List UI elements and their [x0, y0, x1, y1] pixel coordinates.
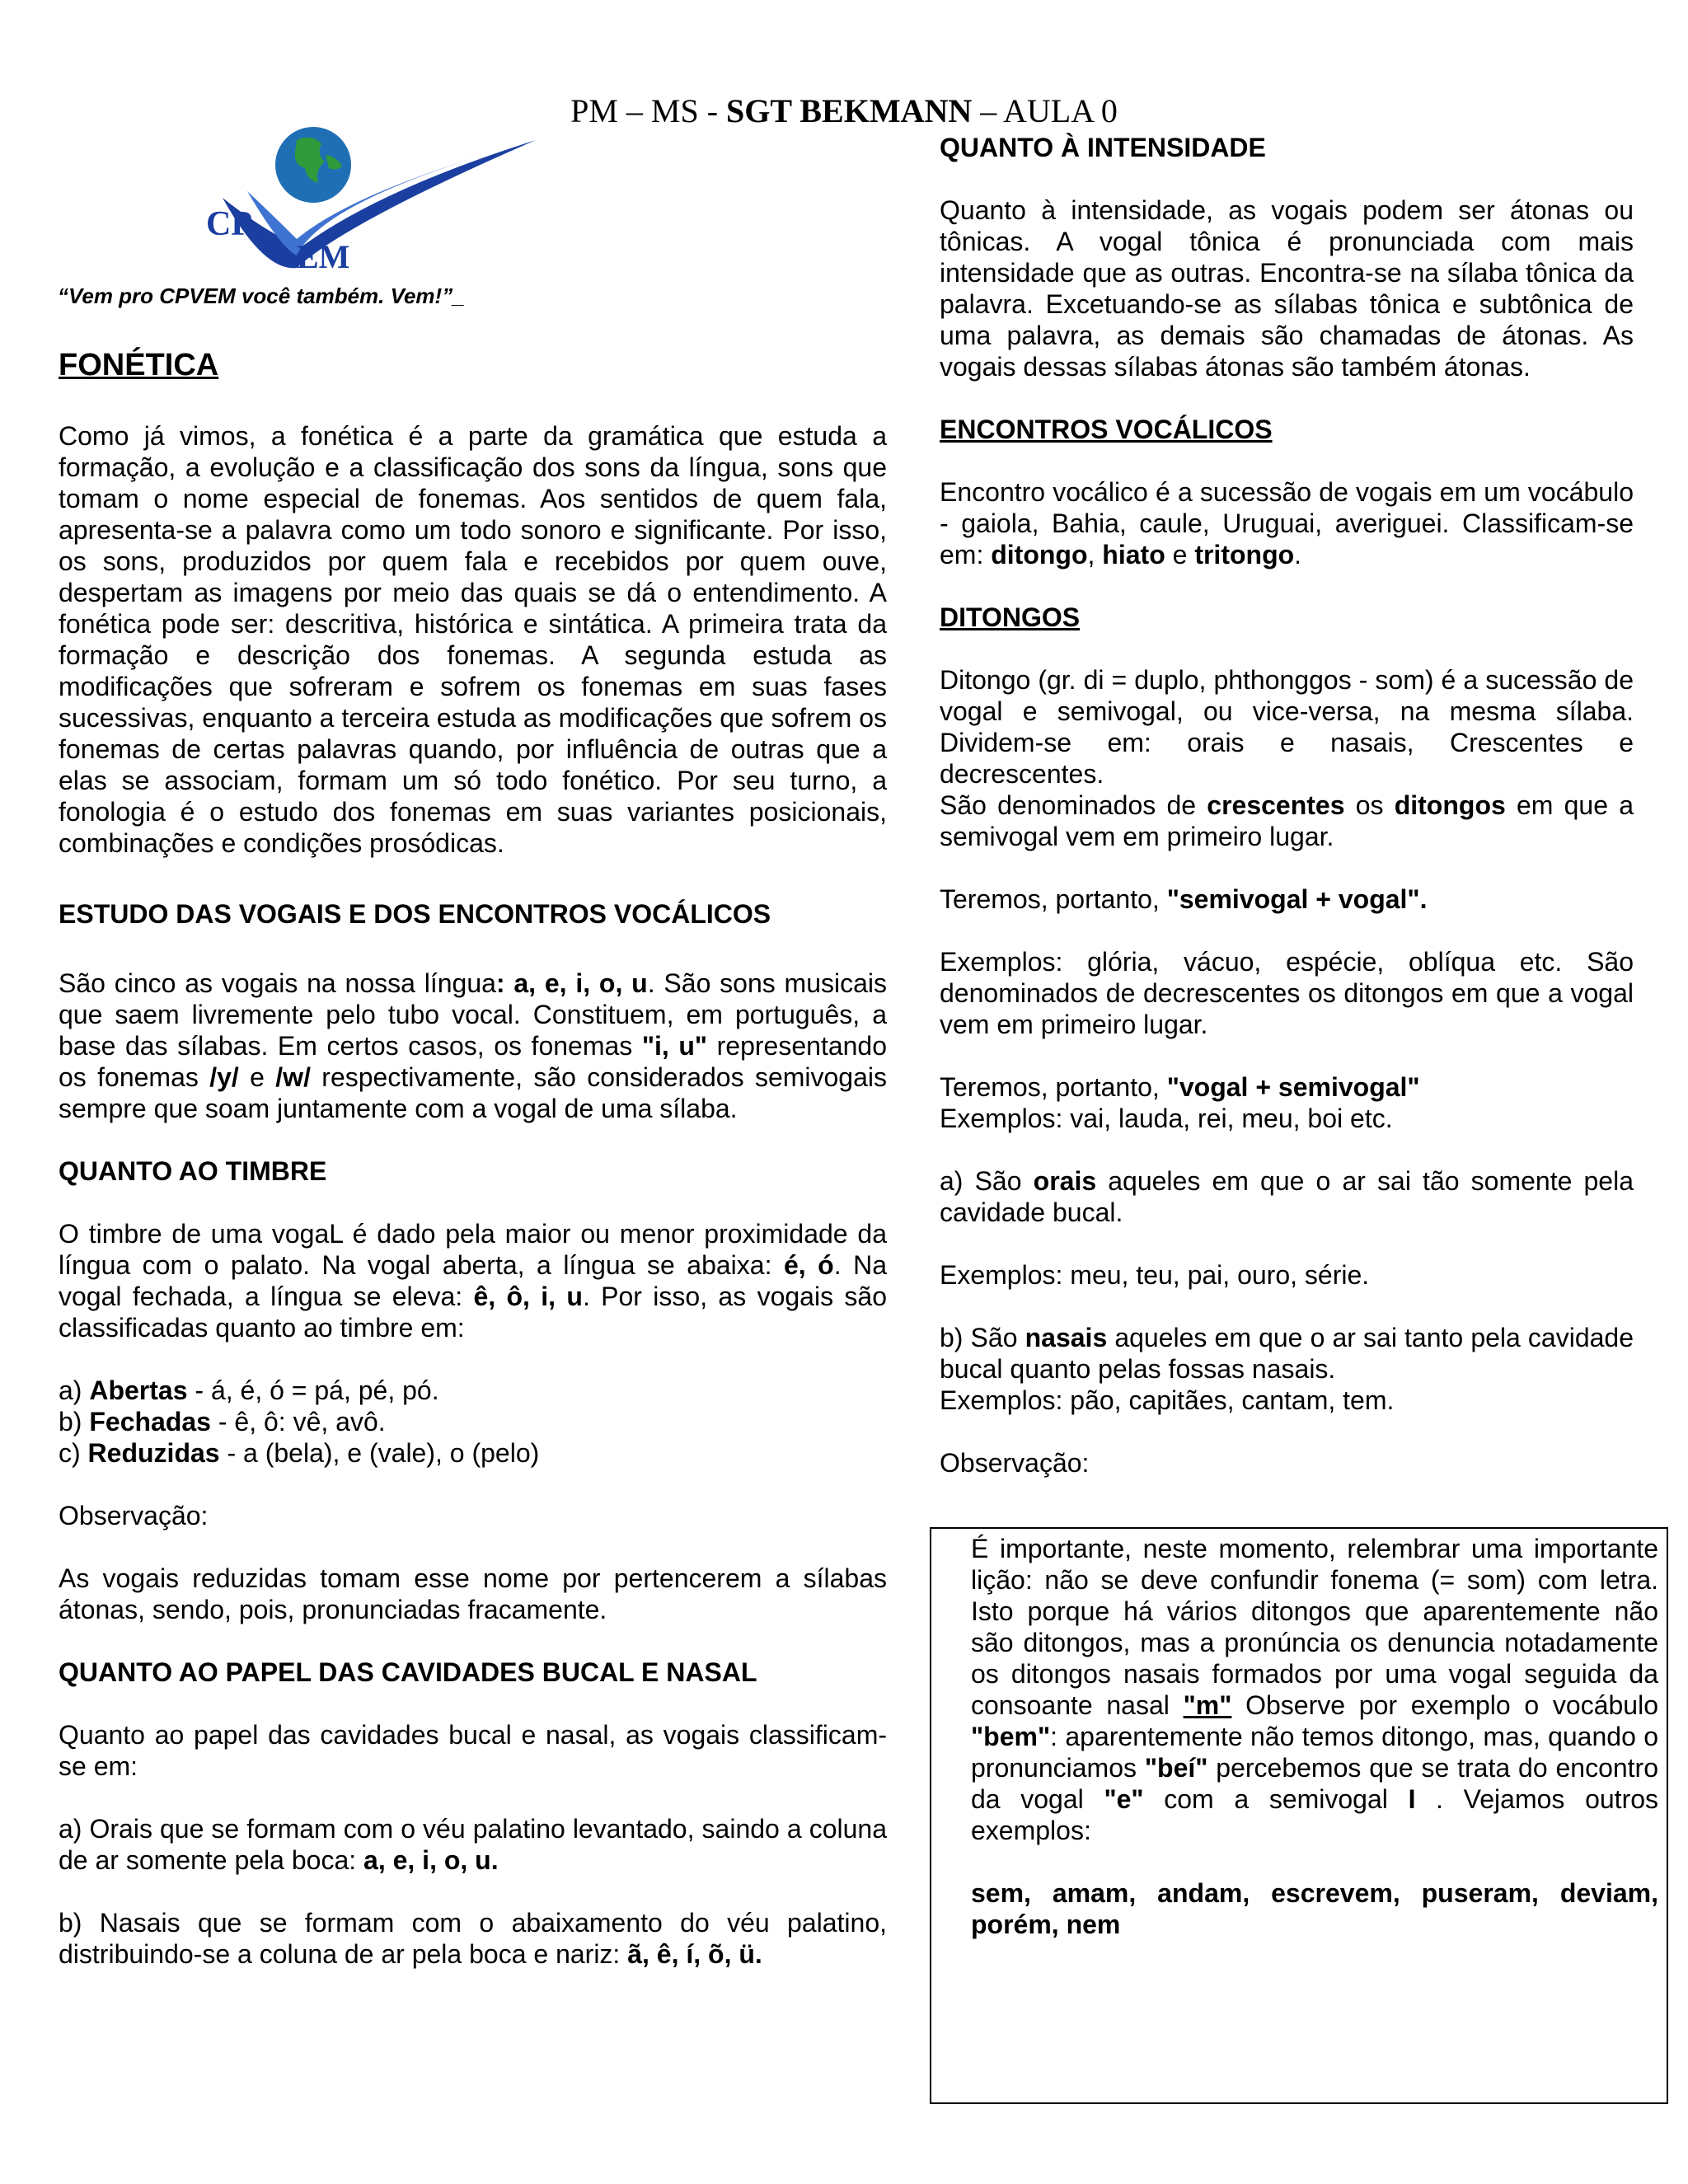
- left-column: [59, 346, 887, 1970]
- heading-vogais: ESTUDO DAS VOGAIS E DOS ENCONTROS VOCÁLICOS: [59, 899, 771, 929]
- nasais-paragraph: b) Nasais que se formam com o abaixamento do véu palatino, distribuindo-se a coluna de ar pela boca e nariz: ã, ê, í, õ, ü.: [59, 1908, 887, 1969]
- intensidade-paragraph: Quanto à intensidade, as vogais podem ser átonas ou tônicas. A vogal tônica é pronunciada com mais intensidade que as outras. Encontra-se na sílaba tônica da palavra. Excetuando-se as sílabas tônica e subtônica de uma palavra, as demais são chamadas de átonas. As vogais dessas sílabas átonas são também átonas.: [940, 195, 1634, 382]
- orais-paragraph: a) Orais que se formam com o véu palatino levantado, saindo a coluna de ar somente pela boca: a, e, i, o, u.: [59, 1814, 887, 1875]
- exemplos-4: Exemplos: pão, capitães, cantam, tem.: [940, 1385, 1395, 1415]
- exemplos-1: Exemplos: glória, vácuo, espécie, oblíqua etc. São denominados de decrescentes os ditongos em que a vogal vem em primeiro lugar.: [940, 947, 1634, 1039]
- encontros-paragraph: Encontro vocálico é a sucessão de vogais em um vocábulo - gaiola, Bahia, caule, Uruguai, averiguei. Classificam-se em: ditongo, hiato e tritongo.: [940, 477, 1634, 569]
- teremos-1: Teremos, portanto, "semivogal + vogal".: [940, 884, 1428, 914]
- list-item-abertas: a) Abertas - á, é, ó = pá, pé, pó.: [59, 1376, 439, 1405]
- orais-ditongos: a) São orais aqueles em que o ar sai tão somente pela cavidade bucal.: [940, 1166, 1634, 1227]
- ditongos-paragraph: Ditongo (gr. di = duplo, phthonggos - som) é a sucessão de vogal e semivogal, ou vice-versa, na mesma sílaba. Dividem-se em: orais e nasais, Crescentes e decrescentes.: [940, 665, 1634, 789]
- observation-paragraph: É importante, neste momento, relembrar uma importante lição: não se deve confundir fonema (= som) com letra. Isto porque há vários ditongos que aparentemente não são ditongos, mas a pronúncia os denuncia notadamente os ditongos nasais formados por uma vogal seguida da consoante nasal "m" Observe por exemplo o vocábulo "bem": aparentemente não temos ditongo, mas, quando o pronunciamos "beí" percebemos que se trata do encontro da vogal "e" com a semivogal I . Vejamos outros exemplos:: [971, 1534, 1659, 1845]
- heading-ditongos: DITONGOS: [940, 602, 1081, 632]
- teremos-2: Teremos, portanto, "vogal + semivogal": [940, 1072, 1420, 1102]
- list-item-fechadas: b) Fechadas - ê, ô: vê, avô.: [59, 1407, 386, 1436]
- intro-paragraph: Como já vimos, a fonética é a parte da gramática que estuda a formação, a evolução e a classificação dos sons da língua, sons que tomam o nome especial de fonemas. Aos sentidos de quem fala, apresenta-se a palavra como um todo sonoro e significante. Por isso, os sons, produzidos por quem fala e recebidos por quem ouve, despertam as imagens por meio das quais se dá o entendimento. A fonética pode ser: descritiva, histórica e sintática. A primeira trata da formação e descrição dos fonemas. A segunda estuda as modificações que sofreram e sofrem os fonemas em suas fases sucessivas, enquanto a terceira estuda as modificações que sofrem os fonemas de certas palavras quando, por influência de outras que a elas se associam, formam um só todo fonético. Por seu turno, a fonologia é o estudo dos fonemas em suas variantes posicionais, combinações e condições prosódicas.: [59, 421, 887, 858]
- heading-cavidades: QUANTO AO PAPEL DAS CAVIDADES BUCAL E NASAL: [59, 1657, 757, 1687]
- observation-text: [971, 1533, 1658, 1940]
- nasais-ditongos: b) São nasais aqueles em que o ar sai tanto pela cavidade bucal quanto pelas fossas nasais.: [940, 1323, 1634, 1384]
- header-prefix: PM – MS -: [570, 92, 727, 129]
- observacao-label: Observação:: [59, 1501, 209, 1530]
- cpvem-logo: [49, 124, 544, 313]
- logo-text-vem: EM: [297, 238, 350, 275]
- observation-examples: sem, amam, andam, escrevem, puseram, deviam, porém, nem: [971, 1878, 1658, 1939]
- heading-timbre: QUANTO AO TIMBRE: [59, 1156, 327, 1186]
- header-suffix: – AULA 0: [972, 92, 1118, 129]
- timbre-paragraph: O timbre de uma vogaL é dado pela maior ou menor proximidade da língua com o palato. Na vogal aberta, a língua se abaixa: é, ó. Na vogal fechada, a língua se eleva: ê, ô, i, u. Por isso, as vogais são classificadas quanto ao timbre em:: [59, 1219, 888, 1343]
- crescentes-paragraph: São denominados de crescentes os ditongos em que a semivogal vem em primeiro lugar.: [940, 790, 1634, 851]
- logo-text-cp: CP: [206, 205, 252, 243]
- list-item-reduzidas: c) Reduzidas - a (bela), e (vale), o (pelo): [59, 1438, 540, 1468]
- observacao-label-right: Observação:: [940, 1448, 1090, 1478]
- heading-encontros: ENCONTROS VOCÁLICOS: [940, 415, 1273, 444]
- vogais-paragraph: São cinco as vogais na nossa língua: a, e, i, o, u. São sons musicais que saem livremente pelo tubo vocal. Constituem, em português, a base das sílabas. Em certos casos, os fonemas "i, u" representando os fonemas /y/ e /w/ respectivamente, são considerados semivogais sempre que soam juntamente com a vogal de uma sílaba.: [59, 968, 888, 1123]
- cavidades-paragraph: Quanto ao papel das cavidades bucal e nasal, as vogais classificam-se em:: [59, 1720, 887, 1781]
- exemplos-3: Exemplos: meu, teu, pai, ouro, série.: [940, 1260, 1370, 1290]
- observacao-paragraph: As vogais reduzidas tomam esse nome por pertencerem a sílabas átonas, sendo, pois, pronunciadas fracamente.: [59, 1563, 887, 1624]
- exemplos-2: Exemplos: vai, lauda, rei, meu, boi etc.: [940, 1104, 1393, 1133]
- page-title: FONÉTICA: [59, 348, 219, 382]
- heading-intensidade: QUANTO À INTENSIDADE: [940, 133, 1266, 162]
- header-teacher: SGT BEKMANN: [726, 92, 973, 129]
- logo-slogan: “Vem pro CPVEM você também. Vem!”_: [58, 284, 465, 308]
- right-column: [940, 132, 1634, 1479]
- swoosh-shape: [223, 140, 536, 268]
